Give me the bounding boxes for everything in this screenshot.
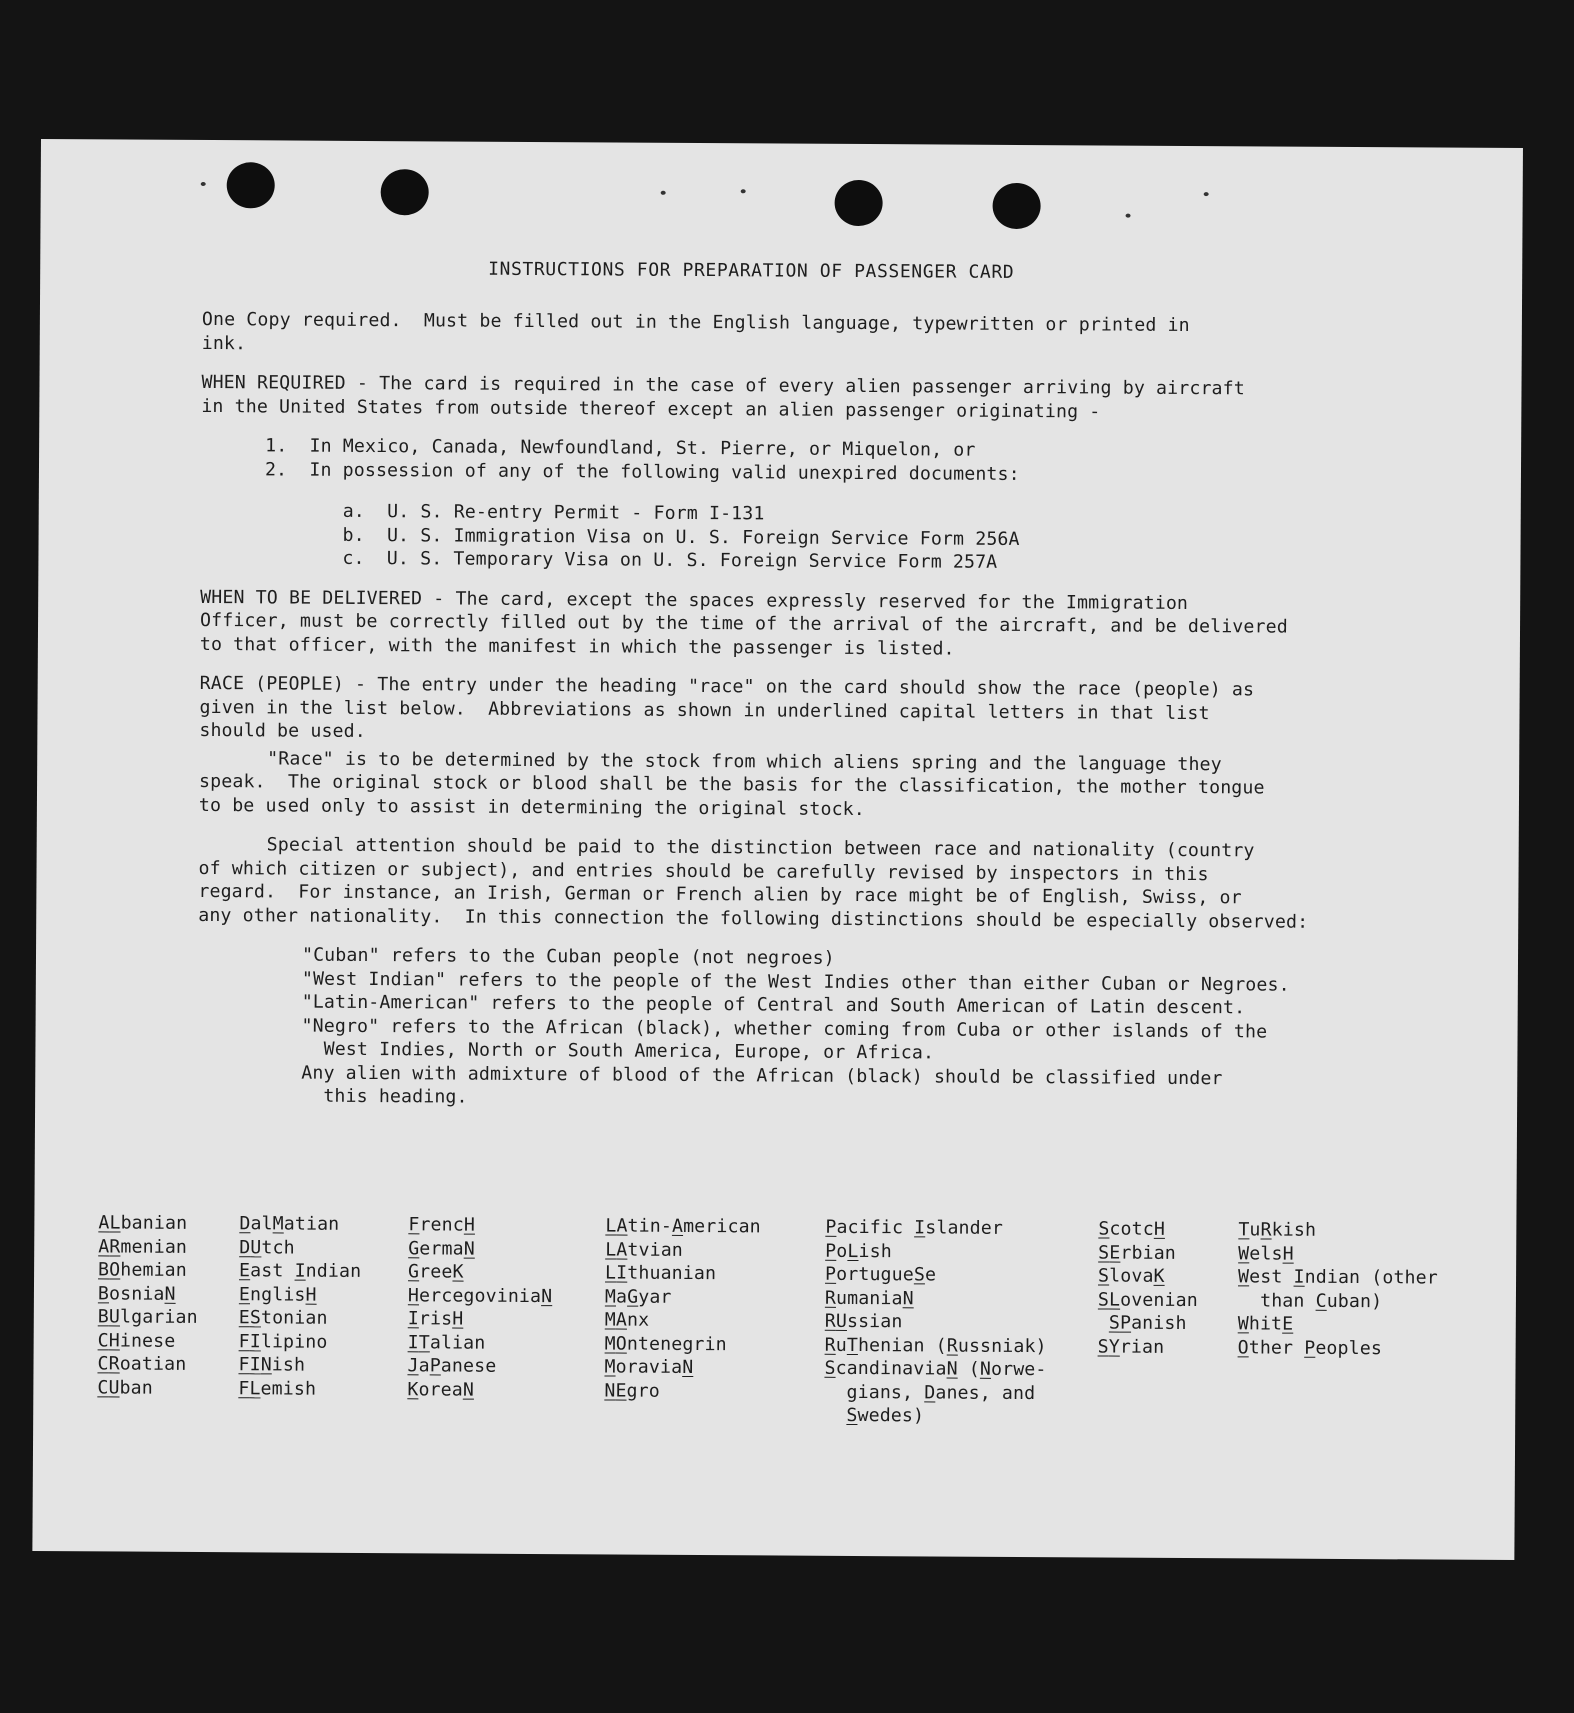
race-entry: DUtch [239,1236,295,1259]
race-entry: BUlgarian [97,1306,198,1328]
race-entry: RUssian [824,1310,903,1333]
race-entry: FINish [238,1354,306,1376]
race-entry: CRoatian [97,1353,187,1375]
intro-line: ink. [201,332,247,354]
race-column [824,1216,1047,1429]
race-entry: SLovenian [1097,1288,1198,1311]
document-item: b. U. S. Immigration Visa on U. S. Foreign Service Form 256A [342,524,1020,550]
race-entry: Other Peoples [1237,1336,1383,1359]
special-attention-line: Special attention should be paid to the distinction between race and nationality (country [266,834,1255,862]
distinction-line: West Indies, North or South America, Europe, or Africa. [301,1038,935,1064]
when-delivered-line: WHEN TO BE DELIVERED - The card, except the spaces expressly reserved for the Immigration [200,586,1189,614]
race-entry: FIlipino [238,1330,328,1353]
race-entry: ALbanian [98,1212,188,1234]
race-column [1238,1218,1439,1360]
race-entry: CHinese [97,1329,176,1352]
race-column [407,1213,552,1402]
special-attention-line: regard. For instance, an Irish, German or French alien by race might be of English, Swiss, or [198,880,1242,909]
when-delivered-line: to that officer, with the manifest in which the passenger is listed. [199,633,955,660]
race-column [1098,1217,1199,1359]
race-entry: SYrian [1097,1335,1165,1358]
race-entry: FrencH [408,1214,476,1236]
document-item: c. U. S. Temporary Visa on U. S. Foreign Service Form 257A [342,547,998,573]
race-entry: SlovaK [1098,1265,1165,1287]
race-entry: EnglisH [238,1283,317,1306]
race-entry: ITalian [407,1331,486,1354]
punch-hole [381,169,429,215]
race-def-line: to be used only to assist in determining the original stock. [198,794,865,820]
race-people-line: RACE (PEOPLE) - The entry under the heading "race" on the card should show the race (people) as [199,672,1255,701]
race-people-line: should be used. [199,719,366,742]
document-title: INSTRUCTIONS FOR PREPARATION OF PASSENGER CARD [488,258,1015,283]
distinction-line: "Negro" refers to the African (black), whether coming from Cuba or other islands of the [301,1015,1268,1043]
race-entry: EStonian [238,1307,328,1329]
race-entry: NEgro [604,1379,660,1402]
intro-line: One Copy required. Must be filled out in the English language, typewritten or printed in [201,308,1190,337]
distinction-line: "Cuban" refers to the Cuban people (not negroes) [301,944,835,969]
race-entry: Swedes) [846,1404,925,1427]
race-entry: MoraviaN [604,1356,694,1379]
race-entry: GermaN [408,1237,475,1260]
race-entry: RumaniaN [824,1287,914,1309]
race-entry: LIthuanian [605,1262,717,1285]
ink-speck [1204,192,1209,196]
race-entry: MOntenegrin [604,1332,727,1355]
punch-hole [834,180,882,226]
race-entry: ScandinaviaN (Norwe- [824,1357,1047,1381]
race-entry: JaPanese [407,1355,497,1377]
race-people-line: given in the list below. Abbreviations as shown in underlined capital letters in that list [199,696,1210,724]
race-entry: West Indian (other [1238,1266,1438,1289]
race-entry: East Indian [239,1260,362,1282]
race-entry: MAnx [604,1309,650,1331]
ink-speck [1126,214,1131,218]
race-entry: than Cuban) [1237,1289,1383,1312]
origin-item: 1. In Mexico, Canada, Newfoundland, St. Pierre, or Miquelon, or [265,435,976,461]
race-entry: GreeK [408,1261,464,1283]
origin-item: 2. In possession of any of the following valid unexpired documents: [264,458,1020,485]
race-def-line: speak. The original stock or blood shall be the basis for the classification, the mother tongue [199,770,1265,799]
punch-hole [992,183,1040,229]
distinction-line: Any alien with admixture of blood of the African (black) should be classified under [301,1062,1223,1089]
race-entry: ARmenian [98,1235,188,1258]
race-entry: BosniaN [97,1282,176,1305]
race-entry: LAtvian [605,1238,684,1261]
special-attention-line: any other nationality. In this connection the following distinctions should be especially observed: [198,904,1309,933]
race-entry: DalMatian [239,1213,340,1235]
document-item: a. U. S. Re-entry Permit - Form I-131 [342,500,765,525]
race-entry: SErbian [1098,1241,1176,1264]
when-delivered-line: Officer, must be correctly filled out by the time of the arrival of the aircraft, and be delivered [199,609,1288,638]
race-entry: CUban [97,1376,153,1399]
race-entry: KoreaN [407,1378,475,1401]
race-entry: IrisH [407,1308,464,1330]
distinction-line: "West Indian" refers to the people of the West Indies other than either Cuban or Negroes. [301,968,1290,996]
race-entry: RuThenian (Russniak) [824,1334,1047,1357]
document-sheet [32,139,1523,1560]
race-column [238,1212,361,1401]
race-entry: HercegoviniaN [407,1284,553,1307]
race-entry: FLemish [238,1377,317,1400]
race-entry: PoLish [825,1240,892,1262]
race-list [97,1211,1508,1427]
race-entry: WhitE [1237,1313,1294,1335]
race-column [97,1211,198,1400]
ink-speck [661,191,666,195]
race-entry: PortugueSe [825,1263,937,1286]
race-entry: ScotcH [1098,1218,1166,1240]
instructions-body [197,308,1502,1115]
race-entry: TuRkish [1238,1219,1317,1241]
race-entry: BOhemian [98,1259,187,1281]
race-entry: LAtin-American [605,1215,761,1238]
race-entry: WelsH [1238,1242,1294,1265]
when-required-line: WHEN REQUIRED - The card is required in the case of every alien passenger arriving by aircraft [201,371,1245,400]
race-entry: gians, Danes, and [824,1381,1036,1404]
race-column [604,1214,761,1403]
race-entry: SPanish [1108,1312,1187,1335]
distinction-line: "Latin-American" refers to the people of Central and South American of Latin descent. [301,991,1246,1019]
race-entry: MaGyar [604,1285,672,1308]
punch-hole [227,162,275,208]
distinction-line: this heading. [301,1085,468,1108]
race-def-line: "Race" is to be determined by the stock from which aliens spring and the language they [267,747,1222,775]
race-entry: Pacific Islander [825,1216,1004,1239]
ink-speck [201,182,206,186]
special-attention-line: of which citizen or subject), and entries should be carefully revised by inspectors in this [198,857,1209,885]
when-required-line: in the United States from outside thereof except an alien passenger originating - [201,395,1101,422]
ink-speck [741,189,746,193]
